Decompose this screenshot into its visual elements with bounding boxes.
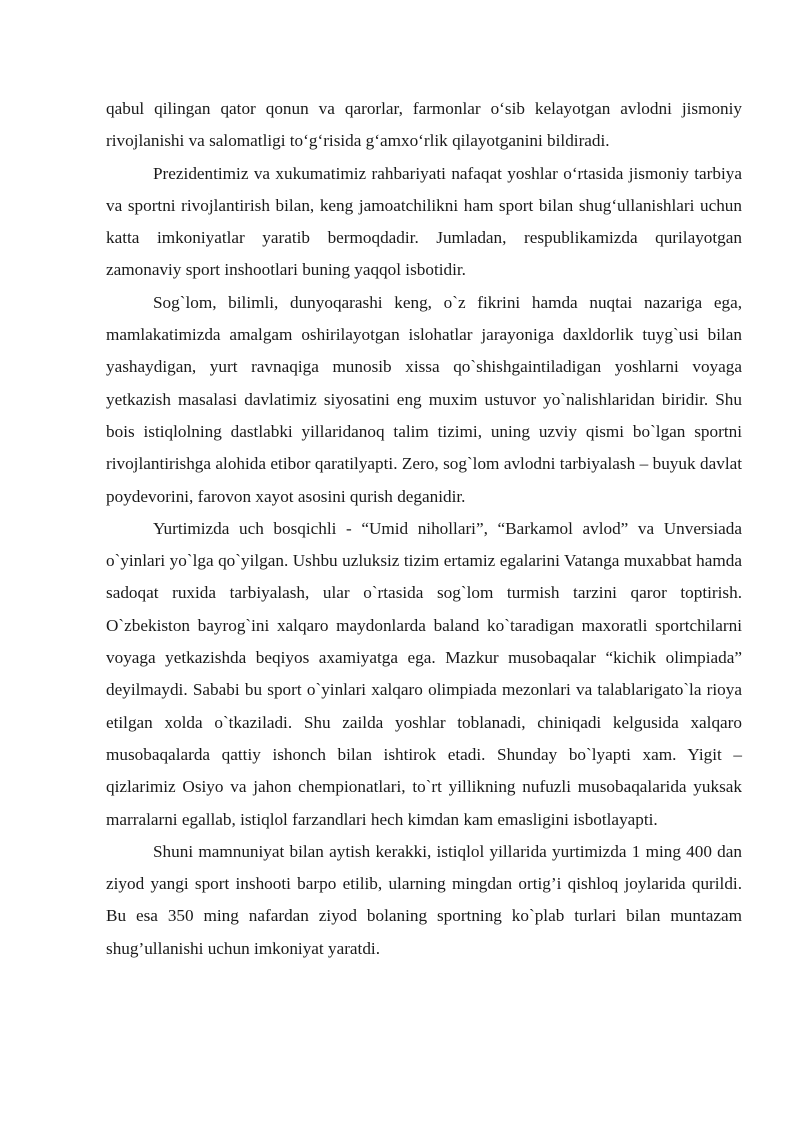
paragraph-4: Yurtimizda uch bosqichli - “Umid nihollari”, “Barkamol avlod” va Unversiada o`yinlari yo`lga qo`yilgan. Ushbu uzluksiz tizim ertamiz egalarini Vatanga muxabbat hamda sadoqat ruxida tarbiyalash, ular o`rtasida sog`lom turmish tarzini qaror toptirish. O`zbekiston bayrog`ini xalqaro maydonlarda baland ko`taradigan maxoratli sportchilarni voyaga yetkazishda beqiyos axamiyatga ega. Mazkur musobaqalar “kichik olimpiada” deyilmaydi. Sababi bu sport o`yinlari xalqaro olimpiada mezonlari va talablarigato`la rioya etilgan xolda o`tkaziladi. Shu zailda yoshlar toblanadi, chiniqadi kelgusida xalqaro musobaqalarda qattiy ishonch bilan ishtirok etadi. Shunday bo`lyapti xam. Yigit – qizlarimiz Osiyo va jahon chempionatlari, to`rt yillikning nufuzli musobaqalarida yuksak marralarni egallab, istiqlol farzandlari hech kimdan kam emasligini isbotlayapti. (106, 518, 742, 829)
document-page (106, 93, 742, 965)
paragraph-1: qabul qilingan qator qonun va qarorlar, farmonlar o‘sib kelayotgan avlodni jismoniy rivojlanishi va salomatligi to‘g‘risida g‘amxo‘rlik qilayotganini bildiradi. (106, 99, 742, 151)
paragraph-5: Shuni mamnuniyat bilan aytish kerakki, istiqlol yillarida yurtimizda 1 ming 400 dan ziyod yangi sport inshooti barpo etilib, ularning mingdan ortig’i qishloq joylarida qurildi. Bu esa 350 ming nafardan ziyod bolaning sportning ko`plab turlari bilan muntazam shug’ullanishi uchun imkoniyat yaratdi. (106, 841, 742, 958)
paragraph-3: Sog`lom, bilimli, dunyoqarashi keng, o`z fikrini hamda nuqtai nazariga ega, mamlakatimizda amalgam oshirilayotgan islohatlar jarayoniga daxldorlik tuyg`usi bilan yashaydigan, yurt ravnaqiga munosib xissa qo`shishgaintiladigan yoshlarni voyaga yetkazish masalasi davlatimiz siyosatini eng muxim ustuvor yo`nalishlaridan biridir. Shu bois istiqlolning dastlabki yillaridanoq talim tizimi, uning uzviy qismi bo`lgan sportni rivojlantirishga alohida etibor qaratilyapti. Zero, sog`lom avlodni tarbiyalash – buyuk davlat poydevorini, farovon xayot asosini qurish deganidir. (106, 292, 742, 506)
paragraph-2: Prezidentimiz va xukumatimiz rahbariyati nafaqat yoshlar o‘rtasida jismoniy tarbiya va sportni rivojlantirish bilan, keng jamoatchilikni ham sport bilan shug‘ullanishlari uchun katta imkoniyatlar yaratib bermoqdadir. Jumladan, respublikamizda qurilayotgan zamonaviy sport inshootlari buning yaqqol isbotidir. (106, 163, 742, 280)
